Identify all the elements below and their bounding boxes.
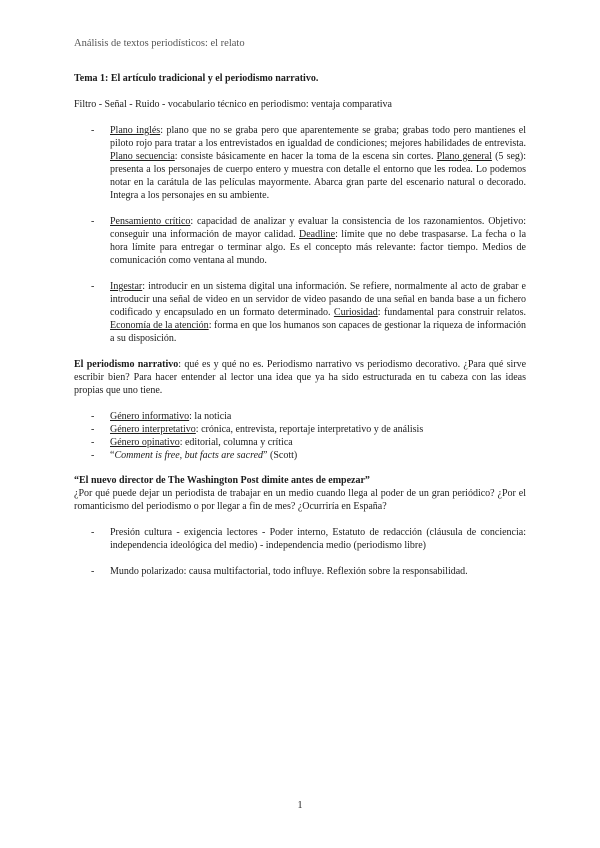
term-curiosidad: Curiosidad xyxy=(333,307,378,318)
section-title-tema-1: Tema 1: El artículo tradicional y el periodismo narrativo. xyxy=(74,73,319,84)
list-item: - “Comment is free, but facts are sacred” (Scott) xyxy=(74,449,526,462)
list-item: - Presión cultura - exigencia lectores - Poder interno, Estatuto de redacción (cláusula de conciencia: independencia ideológica del medio) - independencia medio (periodismo libre) xyxy=(74,526,526,552)
list-item: - Género interpretativo: crónica, entrevista, reportaje interpretativo y de análisis xyxy=(74,423,526,436)
term-plano-secuencia: Plano secuencia xyxy=(110,151,175,162)
list-item: - Ingestar: introducir en un sistema digital una información. Se refiere, normalmente al acto de grabar e introducir una señal de video en un servidor de video pasando de una señal en banda base a un fichero codificado y encapsulado en un formato determinado. Curiosidad: fundamental para construir relatos. Economía de la atención: forma en que los humanos son capaces de gestionar la riqueza de información a su disposición. xyxy=(74,280,526,345)
vocabulary-intro: Filtro - Señal - Ruido - vocabulario técnico en periodismo: ventaja comparativa xyxy=(74,99,392,110)
term-economia-atencion: Economía de la atención xyxy=(110,320,209,331)
list-item: - Género informativo: la noticia xyxy=(74,410,526,423)
list-item: - Pensamiento crítico: capacidad de analizar y evaluar la consistencia de los razonamientos. Objetivo: conseguir una información de mayor calidad. Deadline: límite que no debe traspasarse. La fecha o la hora límite para entregar o terminar algo. Es el concepto más relevante: factor tiempo. Medios de comunicación como ventana al mundo. xyxy=(74,215,526,267)
list-item: - Plano inglés: plano que no se graba pero que aparentemente se graba; grabas todo pero mantienes el piloto rojo para tratar a los entrevistados en igualdad de condiciones; mejores habilidades de entrevista. Plano secuencia: consiste básicamente en hacer la toma de la escena sin cortes. Plano general (5 seg): presenta a los personajes de cuerpo entero y muestra con detalle el entorno que les rodea. Lo podemos notar en la carátula de las películas mayormente. Abarca gran parte del escenario natural o decorado. Integra a los personajes en su ambiente. xyxy=(74,124,526,202)
term-deadline: Deadline xyxy=(299,229,336,240)
quote-text: Comment is free, but facts are sacred xyxy=(114,450,264,461)
genre-list xyxy=(74,410,526,462)
vocabulary-list xyxy=(74,124,526,345)
periodismo-narrativo-paragraph: El periodismo narrativo: qué es y qué no es. Periodismo narrativo vs periodismo decorativo. ¿Para qué sirve escribir bien? Para hacer entender al lector una idea que ya ha sido estructurada en tu cabeza con las ideas propias que uno tiene. xyxy=(74,359,527,396)
term-plano-general: Plano general xyxy=(436,151,492,162)
section-title-washington-post: “El nuevo director de The Washington Post dimite antes de empezar” xyxy=(74,475,370,486)
reflection-list xyxy=(74,526,526,578)
term-pensamiento-critico: Pensamiento crítico xyxy=(110,216,191,227)
list-item: - Género opinativo: editorial, columna y crítica xyxy=(74,436,526,449)
section-title-periodismo-narrativo: El periodismo narrativo xyxy=(74,359,179,370)
washington-post-paragraph: ¿Por qué puede dejar un periodista de trabajar en un medio cuando llega al poder de un gran periódico? ¿Por el romanticismo del periodismo o por llegar a fin de mes? ¿Ocurriría en España? xyxy=(74,488,526,512)
document-body xyxy=(74,72,526,578)
list-item: - Mundo polarizado: causa multifactorial, todo influye. Reflexión sobre la responsabilidad. xyxy=(74,565,526,578)
page-number: 1 xyxy=(297,800,303,811)
term-ingestar: Ingestar xyxy=(110,281,143,292)
running-header: Análisis de textos periodísticos: el relato xyxy=(74,38,245,49)
term-plano-ingles: Plano inglés xyxy=(110,125,161,136)
